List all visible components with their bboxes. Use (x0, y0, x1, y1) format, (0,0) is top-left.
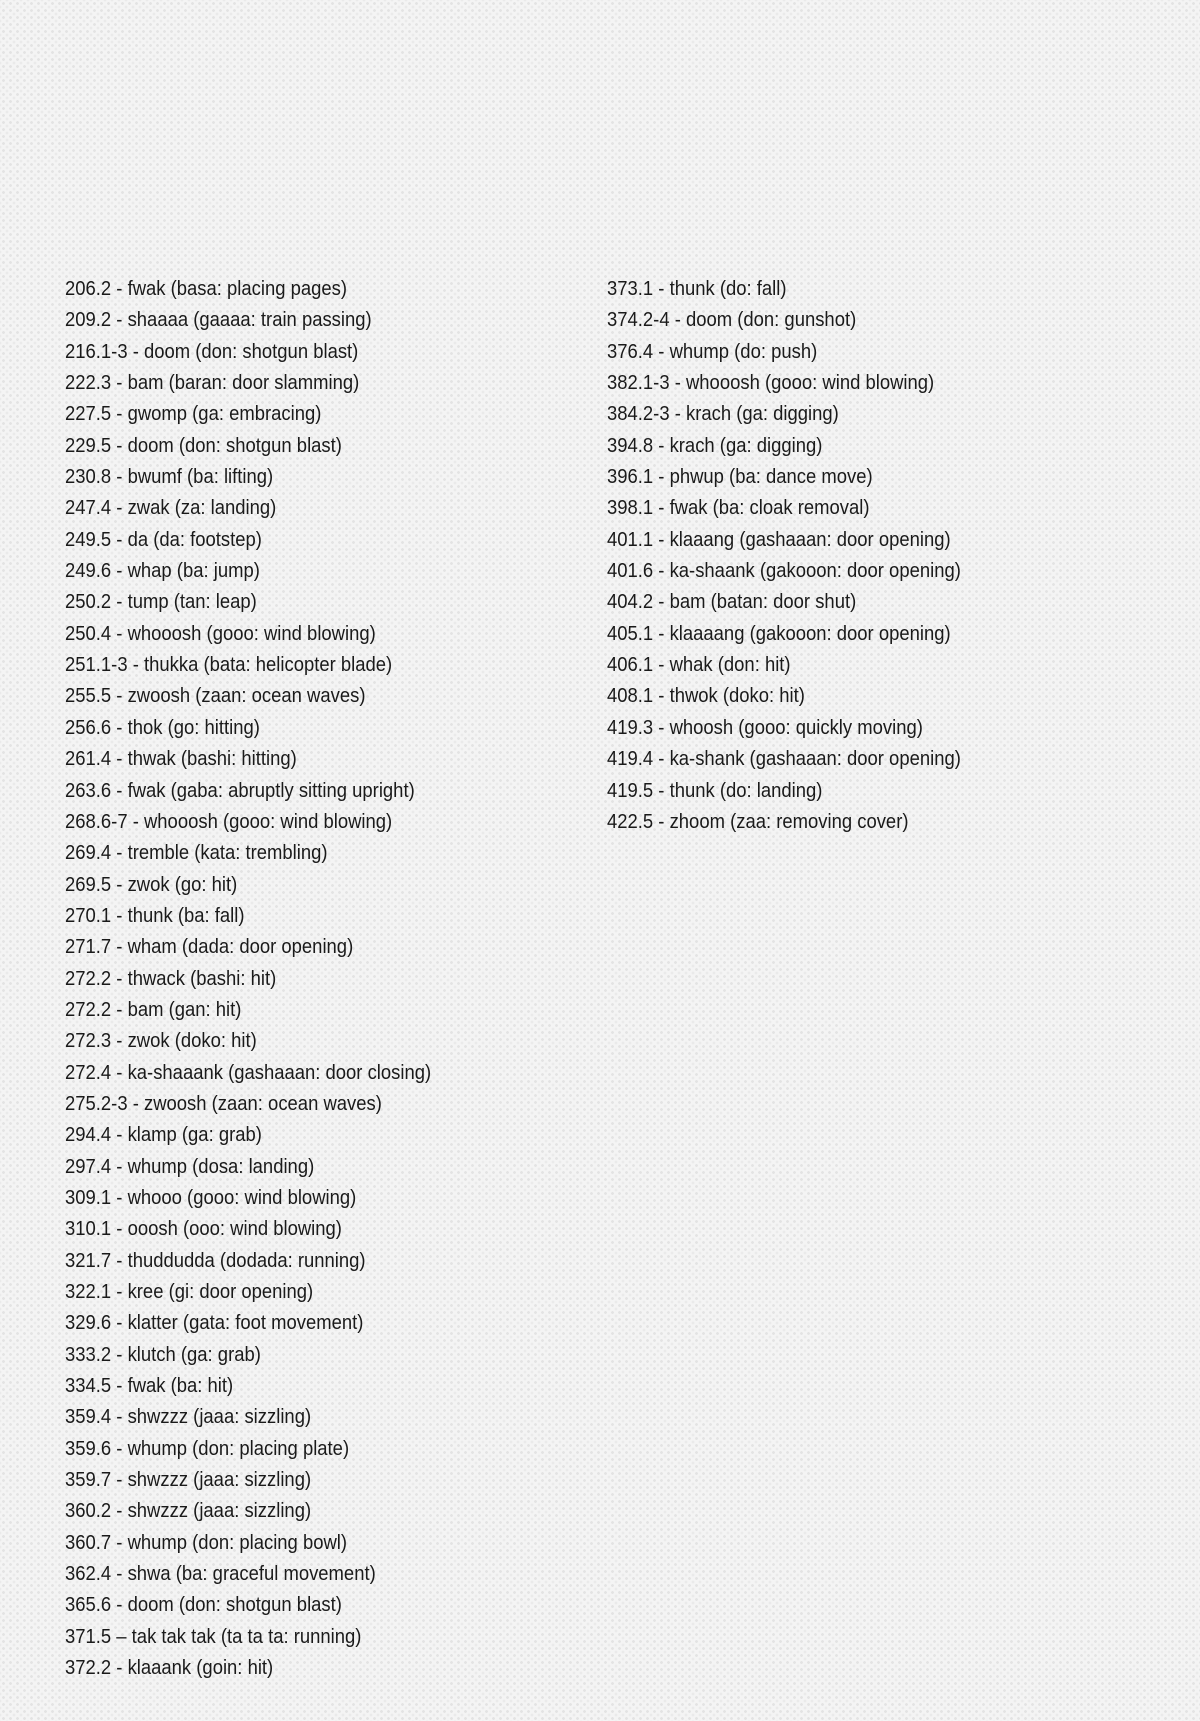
list-item: 250.4 - whooosh (gooo: wind blowing) (65, 621, 376, 645)
list-item: 268.6-7 - whooosh (gooo: wind blowing) (65, 809, 393, 833)
list-item: 406.1 - whak (don: hit) (607, 653, 791, 677)
list-item: 269.5 - zwok (go: hit) (65, 872, 238, 896)
list-item: 269.4 - tremble (kata: trembling) (65, 841, 328, 865)
list-item: 270.1 - thunk (ba: fall) (65, 903, 245, 927)
list-item: 405.1 - klaaaang (gakooon: door opening) (607, 621, 951, 645)
list-item: 247.4 - zwak (za: landing) (65, 496, 277, 520)
list-item: 272.2 - bam (gan: hit) (65, 997, 242, 1021)
list-item: 359.6 - whump (don: placing plate) (65, 1436, 350, 1460)
list-item: 360.7 - whump (don: placing bowl) (65, 1530, 348, 1554)
list-item: 229.5 - doom (don: shotgun blast) (65, 433, 342, 457)
list-item: 272.3 - zwok (doko: hit) (65, 1029, 257, 1053)
list-item: 360.2 - shwzzz (jaaa: sizzling) (65, 1499, 312, 1523)
list-item: 227.5 - gwomp (ga: embracing) (65, 402, 322, 426)
right-column-list (607, 273, 961, 837)
list-item: 321.7 - thuddudda (dodada: running) (65, 1248, 366, 1272)
list-item: 374.2-4 - doom (don: gunshot) (607, 308, 857, 332)
list-item: 362.4 - shwa (ba: graceful movement) (65, 1562, 376, 1586)
list-item: 372.2 - klaaank (goin: hit) (65, 1656, 274, 1680)
list-item: 376.4 - whump (do: push) (607, 339, 818, 363)
list-item: 419.5 - thunk (do: landing) (607, 778, 823, 802)
list-item: 261.4 - thwak (bashi: hitting) (65, 747, 297, 771)
list-item: 373.1 - thunk (do: fall) (607, 277, 787, 300)
list-item: 333.2 - klutch (ga: grab) (65, 1342, 261, 1366)
list-item: 382.1-3 - whooosh (gooo: wind blowing) (607, 371, 935, 395)
list-item: 251.1-3 - thukka (bata: helicopter blade) (65, 653, 393, 677)
list-item: 272.4 - ka-shaaank (gashaaan: door closing) (65, 1060, 432, 1084)
list-item: 309.1 - whooo (gooo: wind blowing) (65, 1185, 357, 1209)
list-item: 322.1 - kree (gi: door opening) (65, 1280, 314, 1303)
list-item: 263.6 - fwak (gaba: abruptly sitting upright) (65, 778, 415, 802)
list-item: 419.3 - whoosh (gooo: quickly moving) (607, 715, 923, 739)
list-item: 384.2-3 - krach (ga: digging) (607, 402, 839, 426)
list-item: 401.1 - klaaang (gashaaan: door opening) (607, 527, 951, 551)
list-item: 359.4 - shwzzz (jaaa: sizzling) (65, 1405, 312, 1429)
list-item: 255.5 - zwoosh (zaan: ocean waves) (65, 684, 366, 708)
list-item: 272.2 - thwack (bashi: hit) (65, 966, 277, 990)
list-item: 222.3 - bam (baran: door slamming) (65, 371, 360, 395)
list-item: 249.6 - whap (ba: jump) (65, 559, 260, 583)
list-item: 297.4 - whump (dosa: landing) (65, 1154, 315, 1178)
list-item: 249.5 - da (da: footstep) (65, 527, 262, 551)
left-column-list (65, 273, 431, 1683)
list-item: 408.1 - thwok (doko: hit) (607, 684, 805, 708)
list-item: 359.7 - shwzzz (jaaa: sizzling) (65, 1468, 312, 1492)
list-item: 396.1 - phwup (ba: dance move) (607, 465, 873, 489)
list-item: 404.2 - bam (batan: door shut) (607, 590, 857, 614)
list-item: 275.2-3 - zwoosh (zaan: ocean waves) (65, 1091, 382, 1115)
list-item: 398.1 - fwak (ba: cloak removal) (607, 496, 870, 520)
list-item: 230.8 - bwumf (ba: lifting) (65, 465, 274, 489)
list-item: 394.8 - krach (ga: digging) (607, 433, 823, 457)
list-item: 401.6 - ka-shaank (gakooon: door opening) (607, 559, 961, 583)
list-item: 310.1 - ooosh (ooo: wind blowing) (65, 1217, 342, 1241)
list-item: 216.1-3 - doom (don: shotgun blast) (65, 339, 359, 363)
list-item: 419.4 - ka-shank (gashaaan: door opening) (607, 747, 961, 771)
list-item: 206.2 - fwak (basa: placing pages) (65, 277, 348, 300)
list-item: 256.6 - thok (go: hitting) (65, 715, 260, 739)
list-item: 271.7 - wham (dada: door opening) (65, 935, 354, 959)
list-item: 250.2 - tump (tan: leap) (65, 590, 257, 614)
list-item: 365.6 - doom (don: shotgun blast) (65, 1593, 342, 1617)
list-item: 334.5 - fwak (ba: hit) (65, 1374, 234, 1398)
list-item: 329.6 - klatter (gata: foot movement) (65, 1311, 364, 1335)
list-item: 422.5 - zhoom (zaa: removing cover) (607, 809, 909, 833)
list-item: 371.5 – tak tak tak (ta ta ta: running) (65, 1624, 362, 1648)
list-item: 209.2 - shaaaa (gaaaa: train passing) (65, 308, 372, 332)
list-item: 294.4 - klamp (ga: grab) (65, 1123, 262, 1147)
